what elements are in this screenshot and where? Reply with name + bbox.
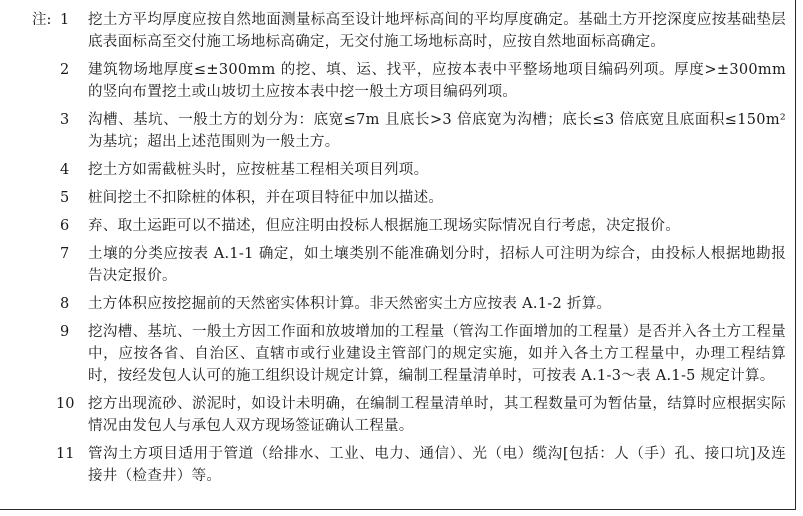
note-number: 11 xyxy=(56,446,75,462)
note-number: 9 xyxy=(60,324,70,340)
note-10 xyxy=(0,393,796,437)
note-5 xyxy=(0,187,796,209)
note-number: 10 xyxy=(56,396,75,412)
notes-label: 注: xyxy=(32,12,52,28)
note-number: 7 xyxy=(60,246,70,262)
note-8 xyxy=(0,293,796,315)
note-text: 挖方出现流砂、淤泥时，如设计未明确，在编制工程量清单时，其工程数量可为暂估量，结算时应根据实际情况由发包人与承包人双方现场签证确认工程量。 xyxy=(88,396,786,434)
note-number: 8 xyxy=(60,296,70,312)
note-2 xyxy=(0,59,796,103)
note-text: 弃、取土运距可以不描述，但应注明由投标人根据施工现场实际情况自行考虑，决定报价。 xyxy=(88,218,680,234)
note-6 xyxy=(0,215,796,237)
note-text: 桩间挖土不扣除桩的体积，并在项目特征中加以描述。 xyxy=(88,190,444,206)
note-3 xyxy=(0,109,796,153)
note-text: 管沟土方项目适用于管道（给排水、工业、电力、通信）、光（电）缆沟[包括：人（手）孔、接口坑]及连接井（检查井）等。 xyxy=(88,446,786,484)
note-text: 挖土方如需截桩头时，应按桩基工程相关项目列项。 xyxy=(88,162,429,178)
note-9 xyxy=(0,321,796,387)
note-number: 1 xyxy=(60,12,70,28)
note-text: 土方体积应按挖掘前的天然密实体积计算。非天然密实土方应按表 A.1-2 折算。 xyxy=(88,296,612,312)
note-text: 沟槽、基坑、一般土方的划分为：底宽≤7m 且底长>3 倍底宽为沟槽；底长≤3 倍底宽且底面积≤150m² 为基坑；超出上述范围则为一般土方。 xyxy=(88,112,786,150)
note-number: 6 xyxy=(60,218,70,234)
note-11 xyxy=(0,443,796,487)
note-number: 3 xyxy=(60,112,70,128)
note-number: 4 xyxy=(60,162,70,178)
note-7 xyxy=(0,243,796,287)
note-text: 土壤的分类应按表 A.1-1 确定，如土壤类别不能准确划分时，招标人可注明为综合，由投标人根据地勘报告决定报价。 xyxy=(88,246,786,284)
note-number: 2 xyxy=(60,62,70,78)
note-1 xyxy=(0,9,796,53)
note-text: 建筑物场地厚度≤±300mm 的挖、填、运、找平，应按本表中平整场地项目编码列项。厚度>±300mm的竖向布置挖土或山坡切土应按本表中挖一般土方项目编码列项。 xyxy=(88,62,786,100)
note-text: 挖土方平均厚度应按自然地面测量标高至设计地坪标高间的平均厚度确定。基础土方开挖深度应按基础垫层底表面标高至交付施工场地标高确定，无交付施工场地标高时，应按自然地面标高确定。 xyxy=(88,12,786,50)
note-4 xyxy=(0,159,796,181)
note-number: 5 xyxy=(60,190,70,206)
notes-list xyxy=(0,9,796,493)
note-text: 挖沟槽、基坑、一般土方因工作面和放坡增加的工程量（管沟工作面增加的工程量）是否并入各土方工程量中，应按各省、自治区、直辖市或行业建设主管部门的规定实施，如并入各土方工程量中，办理工程结算时，按经发包人认可的施工组织设计规定计算，编制工程量清单时，可按表 A.1-3～表 A.1-5 规定计算。 xyxy=(88,324,786,384)
